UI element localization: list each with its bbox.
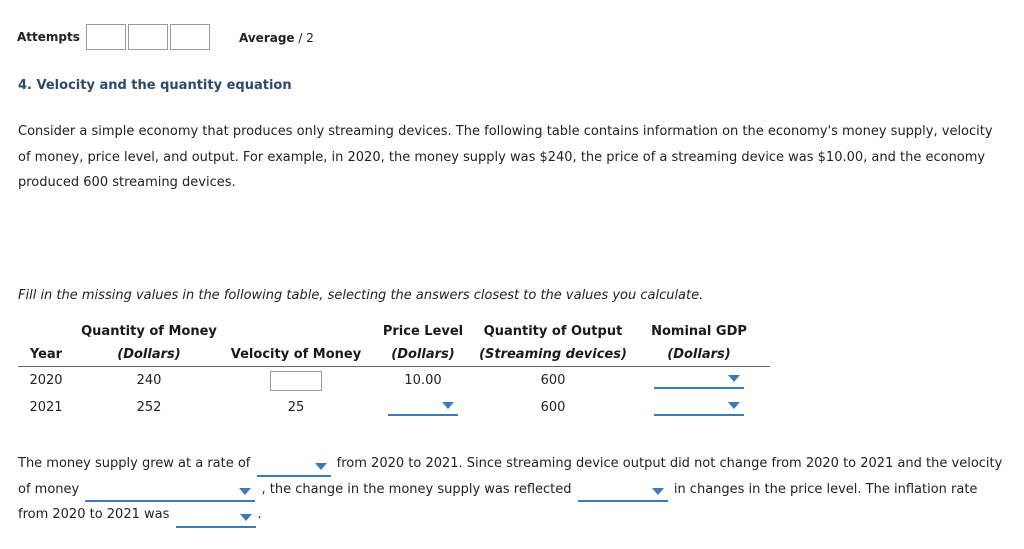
chevron-down-icon bbox=[442, 402, 454, 409]
cell-price: 10.00 bbox=[404, 373, 442, 388]
velocity-change-dropdown[interactable] bbox=[85, 486, 255, 502]
cell-price bbox=[368, 394, 478, 421]
table-row bbox=[18, 367, 770, 395]
gdp-2021-dropdown[interactable] bbox=[654, 400, 744, 416]
cell-gdp bbox=[628, 367, 770, 395]
chevron-down-icon bbox=[728, 375, 740, 382]
paragraph-text-3: , the change in the money supply was reflected bbox=[261, 481, 572, 497]
chevron-down-icon bbox=[240, 514, 252, 521]
inflation-rate-dropdown[interactable] bbox=[176, 512, 256, 528]
header-quantity-of-output: Quantity of Output (Streaming devices) bbox=[479, 324, 627, 362]
question-intro: Consider a simple economy that produces only streaming devices. The following table contains information on the economy's money supply, velocity of money, price level, and output. For example, in 2020, the money supply was $240, the price of a streaming device was $10.00, and the economy produced 600 streaming devices. bbox=[18, 124, 993, 190]
cell-gdp bbox=[628, 394, 770, 421]
table-header-row bbox=[18, 320, 770, 367]
cell-velocity: 25 bbox=[287, 400, 305, 415]
cell-year: 2021 bbox=[29, 400, 63, 415]
paragraph-text-2: from 2020 to 2021. Since streaming device output did not change from 2020 to 2021 and the velocity of money bbox=[18, 456, 1003, 497]
reflected-dropdown[interactable] bbox=[578, 486, 668, 502]
data-table bbox=[18, 320, 770, 421]
question-instruction: Fill in the missing values in the following table, selecting the answers closest to the values you calculate. bbox=[18, 288, 704, 303]
cell-output: 600 bbox=[540, 400, 566, 415]
chevron-down-icon bbox=[728, 402, 740, 409]
price-2021-dropdown[interactable] bbox=[388, 400, 458, 416]
paragraph-text-1: The money supply grew at a rate of bbox=[18, 456, 251, 471]
chevron-down-icon bbox=[652, 488, 664, 495]
question-paragraph bbox=[18, 451, 1008, 528]
cell-money: 240 bbox=[136, 373, 162, 388]
paragraph-text-4: in changes in the price level. The inflation rate from 2020 to 2021 was bbox=[18, 481, 978, 522]
header-quantity-of-money: Quantity of Money (Dollars) bbox=[81, 324, 217, 362]
velocity-2020-input[interactable] bbox=[270, 371, 322, 391]
attempt-box-1 bbox=[86, 24, 126, 50]
chevron-down-icon bbox=[239, 488, 251, 495]
cell-money: 252 bbox=[136, 400, 162, 415]
cell-velocity bbox=[224, 367, 368, 395]
average-label: Average bbox=[239, 31, 295, 45]
gdp-2020-dropdown[interactable] bbox=[654, 373, 744, 389]
paragraph-text-5: . bbox=[257, 507, 262, 522]
attempt-box-3 bbox=[170, 24, 210, 50]
header-year: Year bbox=[29, 347, 63, 362]
table-row bbox=[18, 394, 770, 421]
cell-year: 2020 bbox=[29, 373, 63, 388]
header-price-level: Price Level (Dollars) bbox=[382, 324, 464, 362]
cell-output: 600 bbox=[540, 373, 566, 388]
header-nominal-gdp: Nominal GDP (Dollars) bbox=[651, 324, 747, 362]
chevron-down-icon bbox=[315, 463, 327, 470]
average-value: / 2 bbox=[298, 31, 314, 45]
average-score bbox=[239, 31, 314, 45]
question-title: 4. Velocity and the quantity equation bbox=[18, 78, 292, 93]
attempt-box-2 bbox=[128, 24, 168, 50]
header-velocity: Velocity of Money bbox=[230, 347, 362, 362]
attempts-bar bbox=[17, 24, 210, 50]
attempts-label: Attempts bbox=[17, 30, 80, 44]
money-growth-rate-dropdown[interactable] bbox=[257, 461, 331, 477]
